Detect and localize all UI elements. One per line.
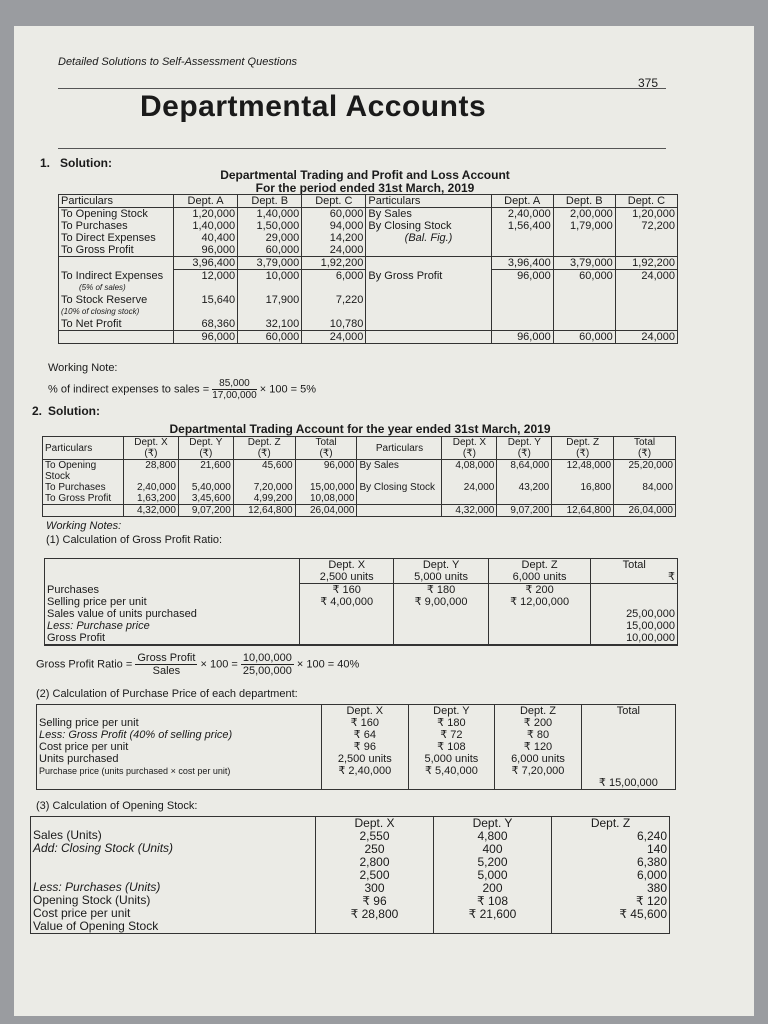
cr-amount: 1,56,400 — [491, 220, 553, 232]
solution-1-heading: Solution: — [60, 156, 112, 170]
dr-amount: 7,20,000 — [233, 482, 295, 493]
pl-amount: 7,220 — [302, 294, 366, 318]
value-cell: ₹ 200 — [523, 717, 553, 729]
dr-amount: 10,08,000 — [295, 493, 357, 505]
dr-amount: 5,40,000 — [178, 482, 233, 493]
pl-amount: 12,000 — [174, 270, 238, 294]
value-cell: 2,500 units — [337, 753, 392, 765]
cr-total: 1,92,200 — [615, 257, 677, 270]
row-label: Value of Opening Stock — [33, 919, 159, 933]
dr-amount: 15,00,000 — [295, 482, 357, 493]
cr-amount: 1,20,000 — [615, 208, 677, 221]
value-cell: 5,000 — [477, 868, 508, 882]
cr-label: By Sales — [357, 460, 442, 483]
dr-amount: 2,40,000 — [124, 482, 179, 493]
pl-cr-amount: 96,000 — [491, 270, 553, 294]
dept-header: Dept. Z — [519, 705, 557, 717]
fraction-denominator: 17,00,000 — [212, 390, 257, 401]
dr-amount: 21,600 — [178, 460, 233, 483]
currency-cell: (₹) — [576, 448, 590, 459]
currency-cell: (₹) — [638, 448, 652, 459]
header-cell: Dept. X — [134, 437, 168, 448]
value-cell: ₹ 108 — [437, 741, 466, 753]
pl-amount: 10,000 — [238, 270, 302, 294]
total-cell: 10,00,000 — [626, 632, 675, 644]
working-notes-heading: Working Notes: — [46, 520, 122, 532]
dr-amount: 60,000 — [302, 208, 366, 221]
running-head: Detailed Solutions to Self-Assessment Questions — [58, 56, 298, 68]
dr-amount: 1,20,000 — [174, 208, 238, 221]
dr-header: Particulars — [59, 195, 174, 208]
cr-amount: 25,20,000 — [614, 460, 676, 483]
pl-sublabel: (10% of closing stock) — [61, 306, 140, 316]
dr-label: To Purchases — [59, 220, 174, 232]
solution-2-heading: Solution: — [48, 404, 100, 418]
gp-ratio-fraction-values — [241, 652, 294, 677]
title-rule — [58, 148, 666, 149]
value-cell: 6,000 — [636, 868, 667, 882]
cr-header: Dept. C — [615, 195, 677, 208]
solution-1-number: 1. — [40, 156, 51, 170]
currency-cell: (₹) — [462, 448, 476, 459]
cr-amount: 24,000 — [442, 482, 497, 493]
value-cell: ₹ 2,40,000 — [338, 765, 392, 777]
row-label: Purchase price (units purchased × cost per unit) — [39, 766, 231, 776]
dr-amount: 1,40,000 — [174, 220, 238, 232]
pl-cr-amount: 24,000 — [615, 270, 677, 294]
pl-amount: 32,100 — [238, 318, 302, 331]
dr-amount: 60,000 — [238, 244, 302, 257]
value-cell: 2,500 — [359, 868, 390, 882]
dept-header: Dept. Y — [472, 816, 513, 830]
cr-amount: 8,64,000 — [497, 460, 552, 483]
currency-cell: (₹) — [517, 448, 531, 459]
value-cell: 200 — [482, 881, 503, 895]
dept-header: Dept. Z — [521, 559, 558, 571]
dr-total: 26,04,000 — [295, 505, 357, 517]
dr-label: To Direct Expenses — [59, 232, 174, 244]
working-note-text: % of indirect expenses to sales = — [48, 383, 210, 396]
fraction-denominator: Sales — [152, 665, 181, 677]
dr-total: 12,64,800 — [233, 505, 295, 517]
value-cell: ₹ 28,800 — [350, 907, 399, 921]
value-cell: ₹ 4,00,000 — [320, 596, 374, 608]
value-cell: ₹ 80 — [526, 729, 550, 741]
dr-amount: 40,400 — [174, 232, 238, 244]
cr-bal-note: (Bal. Fig.) — [366, 232, 491, 244]
fraction-denominator: 25,00,000 — [242, 665, 292, 677]
cr-total: 3,96,400 — [491, 257, 553, 270]
dr-amount: 45,600 — [233, 460, 295, 483]
dr-header: Dept. B — [238, 195, 302, 208]
page-title: Departmental Accounts — [140, 90, 487, 123]
pl-amount: 10,780 — [302, 318, 366, 331]
header-rule — [58, 88, 666, 89]
dept-header: Dept. X — [346, 705, 384, 717]
value-cell: 2,800 — [359, 855, 390, 869]
value-cell: 2,550 — [359, 829, 390, 843]
cr-total: 9,07,200 — [497, 505, 552, 517]
cr-total: 26,04,000 — [614, 505, 676, 517]
header-cell: Particulars — [357, 437, 442, 460]
pl-total: 24,000 — [302, 330, 366, 343]
pl-amount: 6,000 — [302, 270, 366, 294]
dept-header: Dept. Z — [590, 816, 631, 830]
value-cell: ₹ 120 — [636, 894, 667, 908]
price-cell: ₹ 200 — [525, 584, 554, 596]
value-cell: ₹ 96 — [362, 894, 387, 908]
header-cell: Dept. Y — [189, 437, 223, 448]
pl-cr-total: 24,000 — [615, 330, 677, 343]
value-cell: 250 — [364, 842, 385, 856]
total-header: Total — [622, 559, 646, 571]
pl-label: To Indirect Expenses — [61, 269, 164, 282]
row-label: Add: Closing Stock (Units) — [33, 841, 174, 855]
dr-amount: 3,45,600 — [178, 493, 233, 505]
dept-header: Dept. X — [354, 816, 395, 830]
value-cell: ₹ 160 — [350, 717, 379, 729]
pl-label: To Stock Reserve — [61, 293, 148, 306]
cr-amount: 4,08,000 — [442, 460, 497, 483]
row-label: Sales value of units purchased — [47, 607, 197, 620]
working-note-fraction — [212, 378, 257, 401]
header-cell: Particulars — [43, 437, 124, 460]
opening-stock-table — [30, 816, 670, 934]
cr-header: Dept. A — [491, 195, 553, 208]
working-note-3-heading: (3) Calculation of Opening Stock: — [36, 800, 198, 812]
row-label: Selling price per unit — [39, 717, 139, 729]
account-title: Departmental Trading and Profit and Loss Account — [220, 168, 510, 182]
currency-cell: (₹) — [257, 448, 271, 459]
dr-total: 3,79,000 — [238, 257, 302, 270]
dept-header: Dept. Y — [422, 559, 460, 571]
pl-cr-total: 96,000 — [491, 330, 553, 343]
value-cell: 380 — [646, 881, 667, 895]
gp-ratio-times: × 100 = — [200, 658, 238, 671]
pl-total: 96,000 — [174, 330, 238, 343]
cr-label: By Closing Stock — [366, 220, 491, 232]
cr-amount: 1,79,000 — [553, 220, 615, 232]
value-cell: 5,000 units — [424, 753, 479, 765]
cr-amount: 2,40,000 — [491, 208, 553, 221]
pl-cr-label: By Gross Profit — [366, 270, 491, 294]
cr-total: 4,32,000 — [442, 505, 497, 517]
working-note-1-heading: (1) Calculation of Gross Profit Ratio: — [46, 534, 223, 546]
dept-header: Dept. Y — [433, 705, 470, 717]
row-label: Less: Purchases (Units) — [33, 880, 161, 894]
page-number: 375 — [638, 76, 659, 90]
row-label: Opening Stock (Units) — [33, 893, 151, 907]
trading-account-title: Departmental Trading Account for the year ended 31st March, 2019 — [169, 422, 551, 436]
fraction-numerator: Gross Profit — [137, 652, 196, 664]
working-note-result: × 100 = 5% — [259, 383, 317, 396]
pl-total: 60,000 — [238, 330, 302, 343]
row-label: Gross Profit — [47, 631, 106, 644]
departmental-trading-table — [42, 436, 676, 517]
solution-2-number: 2. — [32, 404, 43, 418]
value-cell: ₹ 72 — [440, 729, 463, 741]
dr-amount: 1,63,200 — [124, 493, 179, 505]
row-label: Cost price per unit — [39, 741, 129, 753]
value-cell: ₹ 21,600 — [468, 907, 517, 921]
fraction-numerator: 10,00,000 — [242, 652, 292, 664]
fraction-numerator: 85,000 — [212, 378, 257, 390]
pl-cr-total: 60,000 — [553, 330, 615, 343]
header-cell: Dept. Y — [507, 437, 541, 448]
total-cell: 25,00,000 — [626, 608, 675, 620]
pl-label: To Net Profit — [59, 318, 174, 331]
cr-amount: 12,48,000 — [552, 460, 614, 483]
price-cell: ₹ 160 — [332, 584, 361, 596]
cr-header: Particulars — [366, 195, 491, 208]
pl-amount: 17,900 — [238, 294, 302, 318]
pl-amount: 15,640 — [174, 294, 238, 318]
row-label: Sales (Units) — [33, 828, 102, 842]
cr-amount: 72,200 — [615, 220, 677, 232]
cr-total: 3,79,000 — [553, 257, 615, 270]
gross-profit-ratio-table — [44, 558, 678, 646]
value-cell: ₹ 5,40,000 — [424, 765, 478, 777]
gp-ratio-result: × 100 = 40% — [296, 658, 360, 671]
dr-label: To Gross Profit — [59, 244, 174, 257]
header-cell: Dept. Z — [247, 437, 281, 448]
row-label: Less: Gross Profit (40% of selling price) — [39, 729, 233, 741]
total-cell: 15,00,000 — [626, 620, 675, 632]
dr-amount: 96,000 — [174, 244, 238, 257]
row-label: Units purchased — [39, 753, 119, 765]
value-cell: ₹ 64 — [353, 729, 376, 741]
pl-amount: 68,360 — [174, 318, 238, 331]
gp-ratio-label: Gross Profit Ratio = — [36, 658, 133, 671]
gp-ratio-formula — [36, 652, 359, 677]
header-cell: Total — [633, 437, 656, 448]
dr-total: 4,32,000 — [124, 505, 179, 517]
value-cell: ₹ 120 — [523, 741, 553, 753]
purchase-price-table — [36, 704, 676, 790]
units-cell: 6,000 units — [512, 571, 567, 583]
value-cell: ₹ 96 — [353, 741, 376, 753]
dr-label: To Purchases — [43, 482, 124, 493]
pl-sublabel: (5% of sales) — [79, 282, 126, 292]
value-cell: ₹ 45,600 — [619, 907, 667, 921]
gp-ratio-fraction — [135, 652, 197, 677]
value-cell: 6,240 — [636, 829, 667, 843]
dr-amount: 29,000 — [238, 232, 302, 244]
account-period: For the period ended 31st March, 2019 — [255, 181, 475, 195]
cr-amount: 43,200 — [497, 482, 552, 493]
value-cell: 6,380 — [636, 855, 667, 869]
dr-amount: 96,000 — [295, 460, 357, 483]
dr-amount: 14,200 — [302, 232, 366, 244]
value-cell: ₹ 7,20,000 — [511, 765, 565, 777]
cr-amount: 16,800 — [552, 482, 614, 493]
value-cell: 400 — [482, 842, 503, 856]
row-label: Cost price per unit — [33, 906, 131, 920]
row-label: Selling price per unit — [47, 595, 147, 608]
value-cell: ₹ 108 — [477, 894, 508, 908]
currency-cell: (₹) — [199, 448, 213, 459]
cr-label: By Sales — [366, 208, 491, 221]
dr-header: Dept. A — [174, 195, 238, 208]
value-cell: 300 — [364, 881, 385, 895]
working-note-2-heading: (2) Calculation of Purchase Price of each department: — [36, 688, 298, 700]
header-cell: Dept. X — [452, 437, 487, 448]
price-cell: ₹ 180 — [426, 584, 456, 596]
working-note-formula — [48, 378, 316, 401]
value-cell: 140 — [646, 842, 667, 856]
row-label: Less: Purchase price — [47, 619, 150, 632]
row-label: Purchases — [47, 583, 99, 596]
dr-label: To Opening Stock — [59, 208, 174, 221]
dr-amount: 1,40,000 — [238, 208, 302, 221]
dr-total: 9,07,200 — [178, 505, 233, 517]
currency-symbol: ₹ — [668, 571, 675, 583]
value-cell: 6,000 units — [511, 753, 565, 765]
value-cell: ₹ 12,00,000 — [510, 596, 570, 608]
cr-total: 12,64,800 — [552, 505, 614, 517]
header-cell: Total — [315, 437, 337, 448]
dr-header: Dept. C — [302, 195, 366, 208]
header-cell: Dept. Z — [566, 437, 600, 448]
dr-amount: 28,800 — [124, 460, 179, 483]
currency-cell: (₹) — [144, 448, 158, 459]
trading-pl-account-table — [58, 194, 678, 344]
cr-label: By Closing Stock — [357, 482, 442, 493]
dr-amount: 24,000 — [302, 244, 366, 257]
value-cell: ₹ 180 — [437, 717, 466, 729]
dr-amount: 4,99,200 — [233, 493, 295, 505]
working-note-heading: Working Note: — [48, 362, 118, 374]
cr-header: Dept. B — [553, 195, 615, 208]
value-cell: ₹ 9,00,000 — [414, 596, 468, 608]
value-cell: 5,200 — [477, 855, 508, 869]
dr-label: To Opening Stock — [43, 460, 124, 483]
dr-total: 3,96,400 — [174, 257, 238, 270]
dr-total: 1,92,200 — [302, 257, 366, 270]
units-cell: 2,500 units — [319, 571, 374, 583]
cr-amount: 2,00,000 — [553, 208, 615, 221]
dept-header: Dept. X — [328, 559, 366, 571]
currency-cell: (₹) — [319, 448, 333, 459]
dr-amount: 94,000 — [302, 220, 366, 232]
units-cell: 5,000 units — [414, 571, 468, 583]
cr-amount: 84,000 — [614, 482, 676, 493]
dr-amount: 1,50,000 — [238, 220, 302, 232]
value-cell: 4,800 — [477, 829, 508, 843]
total-cell: ₹ 15,00,000 — [598, 777, 658, 789]
dr-label: To Gross Profit — [43, 493, 124, 505]
pl-cr-amount: 60,000 — [553, 270, 615, 294]
total-header: Total — [616, 705, 641, 717]
